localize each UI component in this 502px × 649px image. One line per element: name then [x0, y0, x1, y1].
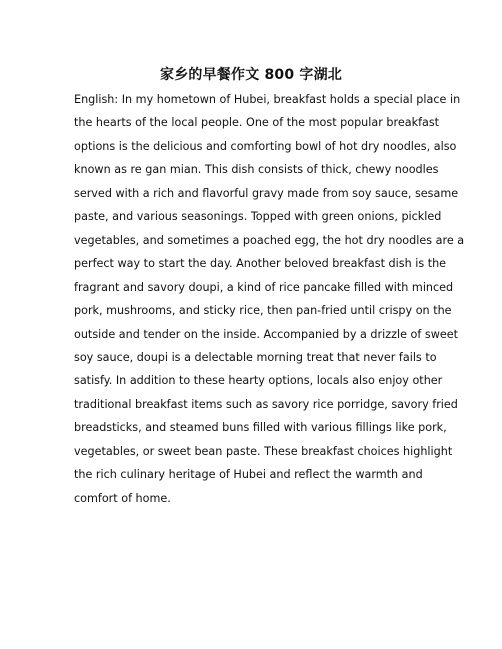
document-title: 家乡的早餐作文 800 字湖北 [160, 67, 342, 83]
text-line: options is the delicious and comforting bowl of hot dry noodles, also [74, 139, 457, 153]
text-line: satisfy. In addition to these hearty options, locals also enjoy other [74, 374, 443, 388]
text-line: the hearts of the local people. One of the most popular breakfast [74, 116, 440, 130]
text-line: fragrant and savory doupi, a kind of rice pancake filled with minced [74, 280, 454, 294]
text-line: vegetables, or sweet bean paste. These breakfast choices highlight [74, 444, 453, 458]
text-line: vegetables, and sometimes a poached egg, the hot dry noodles are a [74, 233, 465, 247]
body-paragraph [74, 88, 465, 510]
text-line: the rich culinary heritage of Hubei and reflect the warmth and [74, 468, 423, 482]
text-line: perfect way to start the day. Another beloved breakfast dish is the [74, 257, 447, 271]
text-line: outside and tender on the inside. Accompanied by a drizzle of sweet [74, 327, 459, 341]
text-line: known as re gan mian. This dish consists of thick, chewy noodles [74, 163, 439, 177]
text-line: English: In my hometown of Hubei, breakfast holds a special place in [74, 93, 461, 106]
text-line: paste, and various seasonings. Topped with green onions, pickled [74, 210, 442, 224]
text-line: comfort of home. [74, 491, 171, 505]
text-line: breadsticks, and steamed buns filled with various fillings like pork, [74, 421, 447, 435]
text-line: served with a rich and flavorful gravy made from soy sauce, sesame [74, 186, 459, 200]
text-line: pork, mushrooms, and sticky rice, then pan-fried until crispy on the [74, 304, 452, 318]
text-line: soy sauce, doupi is a delectable morning treat that never fails to [74, 350, 437, 364]
text-line: traditional breakfast items such as savory rice porridge, savory fried [74, 397, 458, 411]
